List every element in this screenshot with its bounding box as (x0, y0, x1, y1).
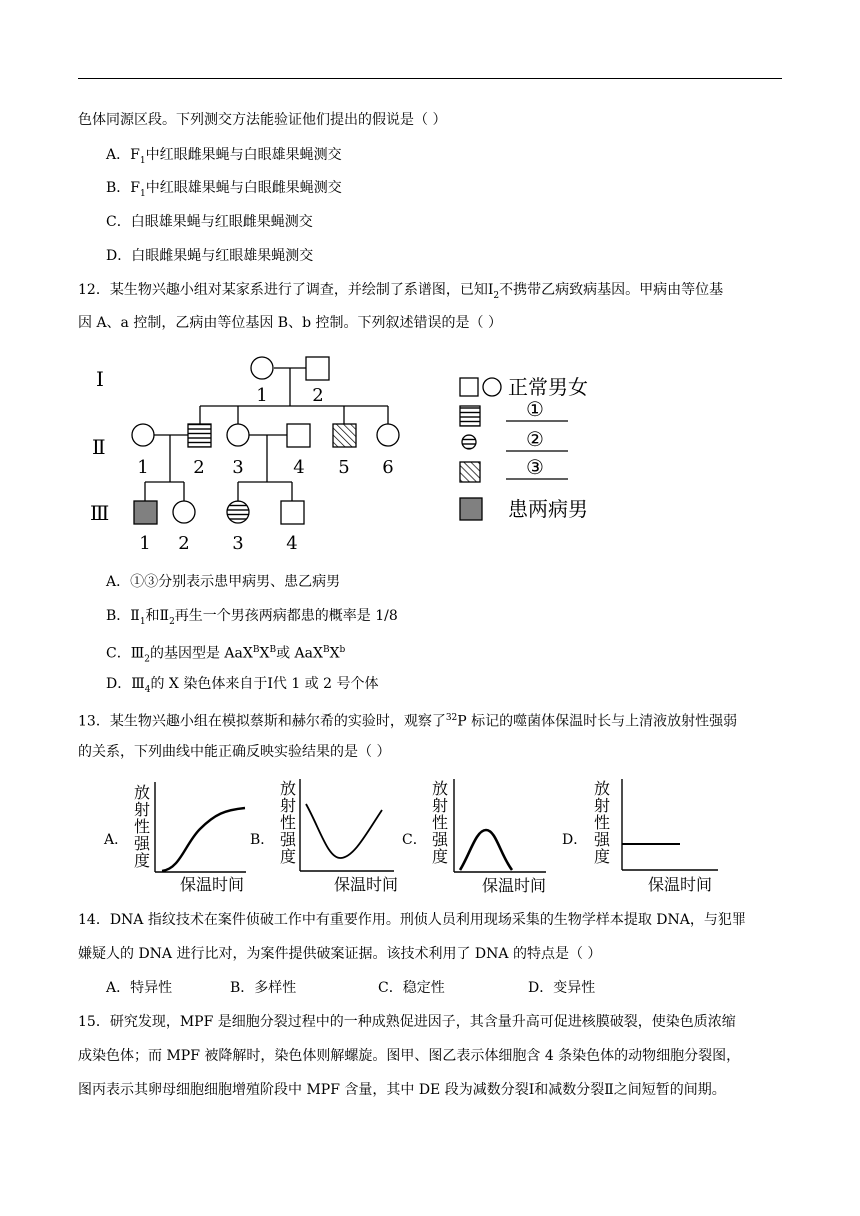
svg-text:度: 度 (593, 847, 611, 866)
svg-text:强: 强 (431, 830, 449, 849)
chart-c (400, 774, 560, 896)
legend-normal: 正常男女 (508, 375, 588, 399)
gen-label-1: Ⅰ (96, 367, 104, 391)
chart-b-letter: B． (250, 832, 275, 848)
svg-text:强: 强 (133, 834, 151, 853)
g2-label-4: 4 (293, 457, 305, 478)
legend-1: ① (526, 397, 544, 421)
svg-text:性: 性 (431, 813, 449, 832)
g2-label-5: 5 (338, 457, 350, 478)
chart-c-xlabel: 保温时间 (481, 876, 547, 895)
legend-both: 患两病男 (508, 497, 588, 521)
legend-3: ③ (526, 455, 544, 479)
svg-text:放: 放 (279, 779, 297, 798)
g2-label-3: 3 (232, 457, 244, 478)
q15-line2: 成染色体；而 MPF 被降解时，染色体则解螺旋。图甲、图乙表示体细胞含 4 条染色体的动物细胞分裂图， (78, 1048, 741, 1064)
chart-c-letter: C． (402, 832, 427, 848)
svg-text:射: 射 (133, 800, 151, 819)
q14-stem-line1: 14．DNA 指纹技术在案件侦破工作中有重要作用。刑侦人员利用现场采集的生物学样本提取 DNA，与犯罪 (78, 912, 746, 928)
svg-text:性: 性 (593, 813, 611, 832)
chart-b-xlabel: 保温时间 (333, 875, 399, 894)
q14-option-a: A．特异性 (106, 980, 173, 996)
svg-text:强: 强 (279, 830, 297, 849)
q14-option-b: B．多样性 (230, 980, 297, 996)
q12-stem-line2: 因 A、a 控制，乙病由等位基因 B、b 控制。下列叙述错误的是（ ） (78, 315, 502, 331)
gen-label-3: Ⅲ (90, 501, 110, 525)
svg-text:放: 放 (593, 779, 611, 798)
pedigree-legend (456, 370, 616, 526)
header-rule (78, 78, 782, 79)
q15-line3: 图丙表示其卵母细胞细胞增殖阶段中 MPF 含量，其中 DE 段为减数分裂Ⅰ和减数分裂Ⅱ之间短暂的间期。 (78, 1082, 726, 1098)
q12-option-a: A．①③分别表示患甲病男、患乙病男 (106, 574, 341, 590)
svg-text:放: 放 (133, 783, 151, 802)
chart-a (100, 774, 260, 896)
svg-text:度: 度 (133, 851, 151, 870)
q11-option-b: B．$F_1$中红眼雄果蝇与白眼雌果蝇测交 (106, 180, 342, 199)
chart-b-curve (306, 804, 382, 858)
svg-text:强: 强 (593, 830, 611, 849)
chart-d-letter: D． (562, 832, 588, 848)
legend-2: ② (526, 427, 544, 451)
q11-option-a: A．$F_1$中红眼雌果蝇与白眼雄果蝇测交 (106, 147, 342, 166)
q14-option-c: C．稳定性 (378, 980, 445, 996)
pedigree-chart (88, 346, 428, 556)
g3-label-1: 1 (139, 533, 151, 554)
q12-stem-line1: 12．某生物兴趣小组对某家系进行了调查，并绘制了系谱图，已知$Ⅰ_2$不携带乙病致病基因。甲病由等位基 (78, 282, 724, 301)
chart-a-xlabel: 保温时间 (179, 875, 245, 894)
q11-stem-continuation: 色体同源区段。下列测交方法能验证他们提出的假说是（ ） (78, 112, 447, 128)
q15-line1: 15．研究发现，MPF 是细胞分裂过程中的一种成熟促进因子，其含量升高可促进核膜破裂，使染色质浓缩 (78, 1014, 736, 1030)
q11-option-d: D．白眼雌果蝇与红眼雄果蝇测交 (106, 248, 314, 264)
svg-text:度: 度 (279, 847, 297, 866)
g1-label-2: 2 (312, 385, 324, 406)
q13-stem-line1: 13．某生物兴趣小组在模拟蔡斯和赫尔希的实验时，观察了$^{32}$P 标记的噬菌体保温时长与上清液放射性强弱 (78, 713, 738, 730)
g3-label-2: 2 (178, 533, 190, 554)
g3-label-3: 3 (232, 533, 244, 554)
g2-label-2: 2 (193, 457, 205, 478)
q12-option-b: B．$Ⅱ_1$和$Ⅱ_2$再生一个男孩两病都患的概率是 1/8 (106, 608, 398, 627)
g2-label-1: 1 (137, 457, 149, 478)
chart-c-curve (460, 830, 512, 870)
q13-stem-line2: 的关系，下列曲线中能正确反映实验结果的是（ ） (78, 744, 391, 760)
svg-text:放: 放 (431, 779, 449, 798)
svg-text:性: 性 (133, 817, 151, 836)
gen-label-2: Ⅱ (92, 435, 106, 459)
q14-option-d: D．变异性 (528, 980, 596, 996)
svg-text:度: 度 (431, 847, 449, 866)
q14-stem-line2: 嫌疑人的 DNA 进行比对，为案件提供破案证据。该技术利用了 DNA 的特点是（ ） (78, 946, 602, 962)
chart-a-curve (162, 808, 245, 871)
chart-b (248, 774, 408, 896)
q12-option-d: D．$Ⅲ_4$的 X 染色体来自于Ⅰ代 1 或 2 号个体 (106, 676, 379, 695)
g1-label-1: 1 (256, 385, 268, 406)
g2-label-6: 6 (382, 457, 394, 478)
q11-option-c: C．白眼雄果蝇与红眼雌果蝇测交 (106, 214, 313, 230)
chart-d (560, 774, 730, 896)
svg-text:射: 射 (279, 796, 297, 815)
chart-a-letter: A． (104, 832, 129, 848)
chart-d-xlabel: 保温时间 (647, 875, 713, 894)
svg-text:性: 性 (279, 813, 297, 832)
svg-text:射: 射 (431, 796, 449, 815)
svg-text:射: 射 (593, 796, 611, 815)
g3-label-4: 4 (286, 533, 298, 554)
q12-option-c: C．$Ⅲ_2$的基因型是 $AaX^BX^B$或 $AaX^BX^b$ (106, 645, 346, 665)
